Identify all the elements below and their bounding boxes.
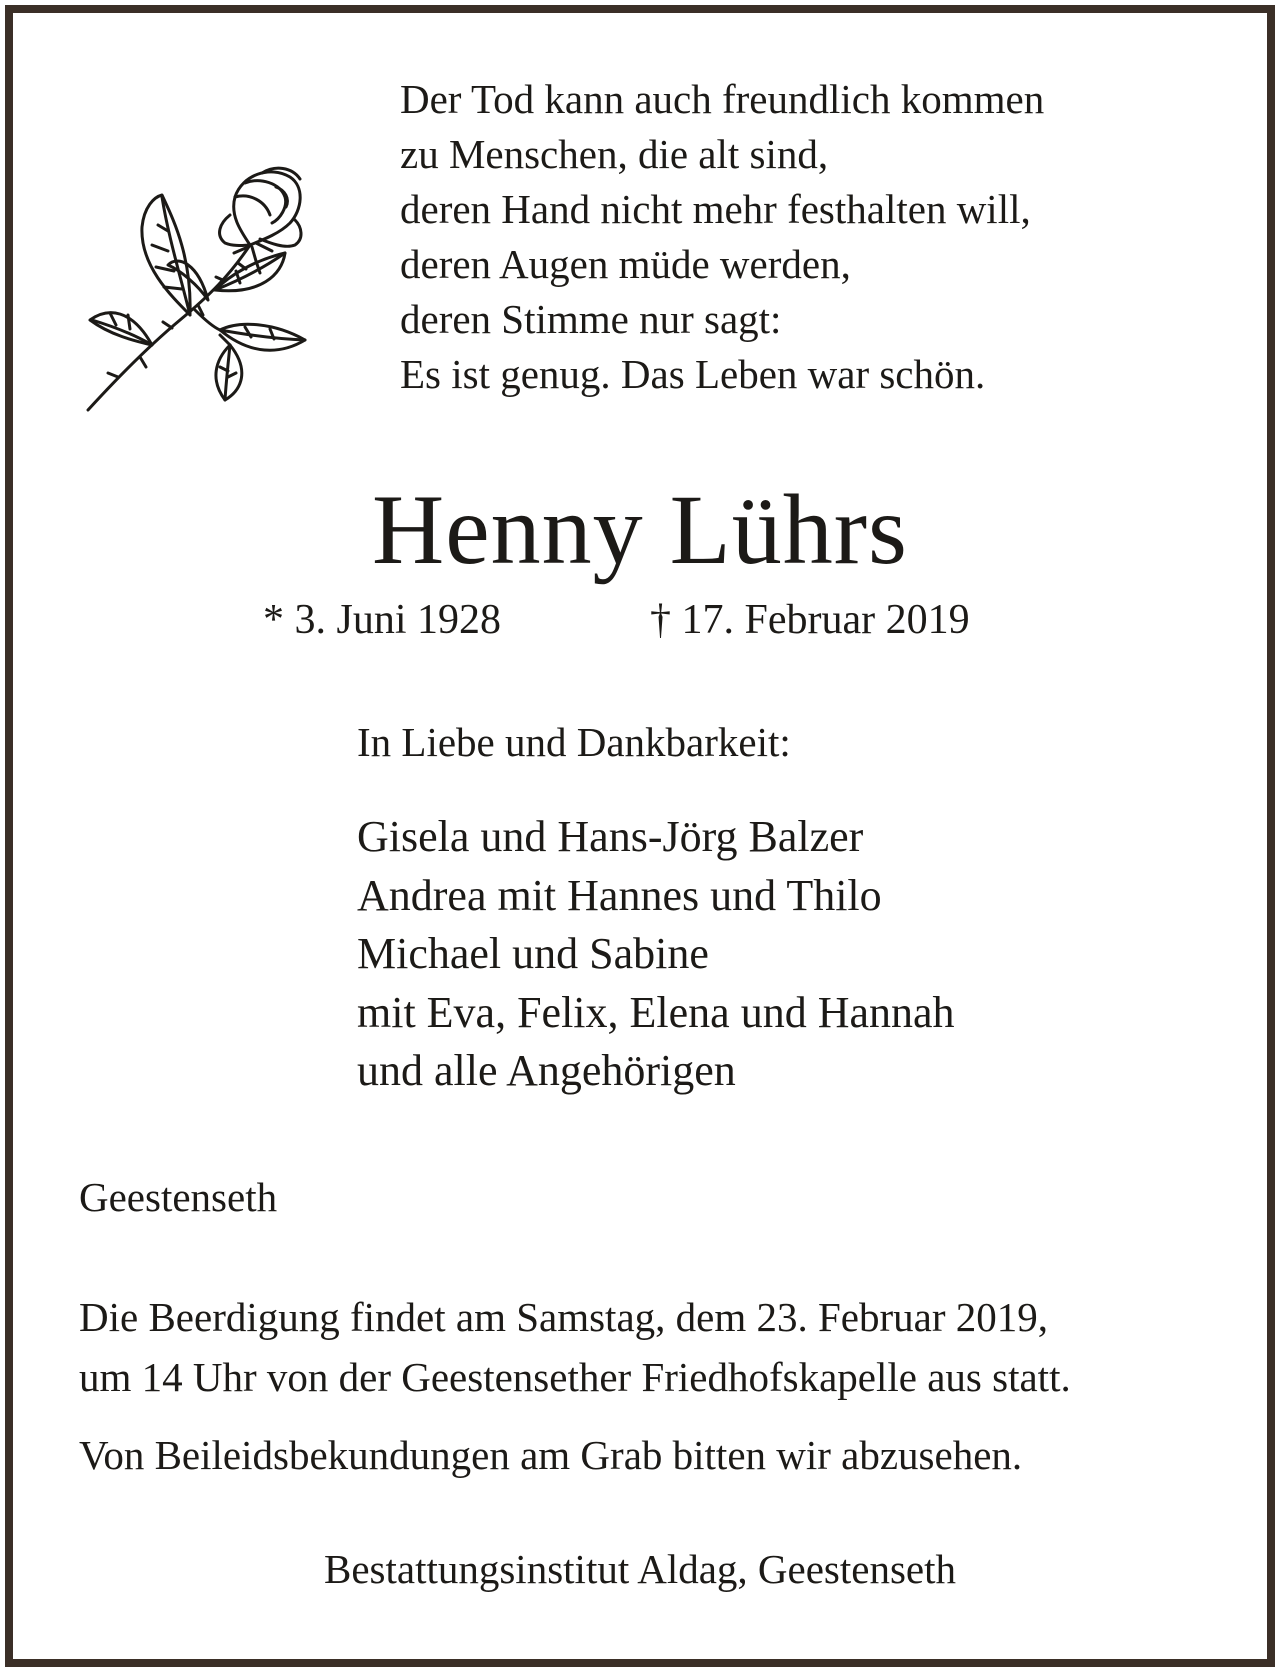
place-name: Geestenseth xyxy=(79,1174,278,1220)
poem-line: deren Stimme nur sagt: xyxy=(400,296,782,342)
death-date: † 17. Februar 2019 xyxy=(650,597,970,643)
poem-line: zu Menschen, die alt sind, xyxy=(400,131,829,177)
poem-line: deren Augen müde werden, xyxy=(400,241,851,287)
mourner-line: mit Eva, Felix, Elena und Hannah xyxy=(357,987,955,1037)
mourners-list xyxy=(357,808,955,1101)
poem-line: deren Hand nicht mehr festhalten will, xyxy=(400,186,1031,232)
poem-line: Es ist genug. Das Leben war schön. xyxy=(400,351,986,397)
poem-line: Der Tod kann auch freundlich kommen xyxy=(400,76,1045,122)
mourner-line: Michael und Sabine xyxy=(357,929,709,978)
mourner-line: Andrea mit Hannes und Thilo xyxy=(357,870,882,920)
condolence-note: Von Beileidsbekundungen am Grab bitten wir abzusehen. xyxy=(79,1432,1023,1478)
deceased-name: Henny Lührs xyxy=(372,474,908,585)
mourner-line: und alle Angehörigen xyxy=(357,1046,736,1095)
birth-date: * 3. Juni 1928 xyxy=(263,597,502,643)
rose-icon xyxy=(80,135,330,415)
funeral-line: um 14 Uhr von der Geestensether Friedhofskapelle aus statt. xyxy=(79,1354,1071,1400)
poem xyxy=(400,72,1044,402)
mourner-line: Gisela und Hans-Jörg Balzer xyxy=(357,812,864,861)
undertaker: Bestattungsinstitut Aldag, Geestenseth xyxy=(323,1546,957,1592)
funeral-line: Die Beerdigung findet am Samstag, dem 23. Februar 2019, xyxy=(79,1294,1048,1340)
thanks-line: In Liebe und Dankbarkeit: xyxy=(357,719,791,765)
funeral-info xyxy=(79,1287,1071,1407)
